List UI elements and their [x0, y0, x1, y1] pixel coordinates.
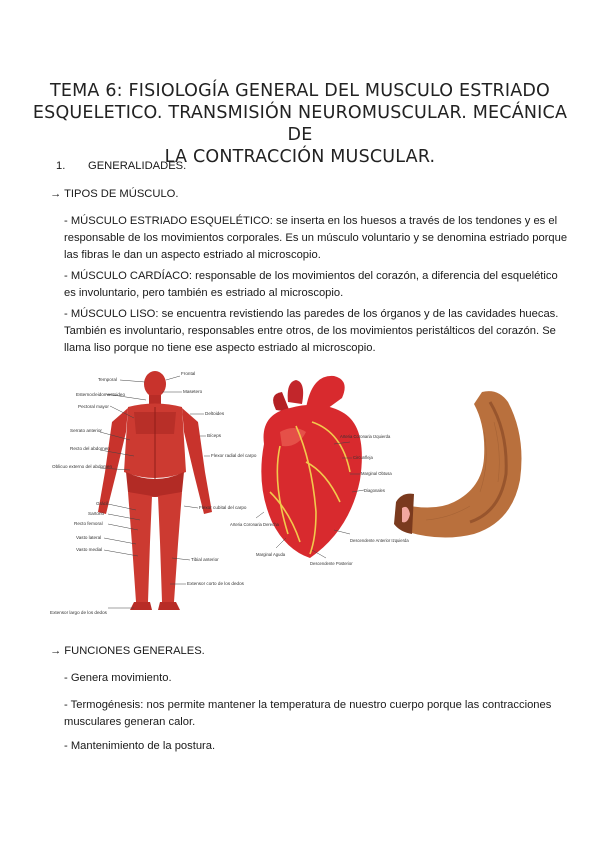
label-oblicuo-externo: Oblicuo externo del abdomen: [52, 464, 113, 469]
label-flexor-cubital: Flexor cubital del carpo: [199, 505, 247, 510]
label-vasto-medial: Vasto medial: [76, 547, 103, 552]
label-marginal-obtusa: Marginal Obtusa: [361, 471, 392, 476]
label-gracil: Grácil: [96, 501, 108, 506]
paragraph-liso: - MÚSCULO LISO: se encuentra revistiendo las paredes de los órganos y de las cavidades huecas. También es involuntario, responsables entre otros, de los movimientos peristálticos del corazón. Se llama liso porque no tiene ese aspecto estriado al microscopio.: [64, 308, 559, 354]
label-descendente-anterior: Descendente Anterior Izquierda: [350, 538, 409, 543]
heart-illustration: [230, 376, 409, 566]
label-pectoral-mayor: Pectoral mayor: [78, 404, 109, 409]
human-muscle-illustration: [50, 371, 257, 615]
label-circunfleja: Circunfleja: [353, 455, 373, 460]
label-serrato-anterior: Serrato anterior: [70, 428, 102, 433]
label-coronaria-izquierda: Arteria Coronaria Izquierda: [340, 434, 391, 439]
label-vasto-lateral: Vasto lateral: [76, 535, 102, 540]
title-line-3: LA CONTRACCIÓN MUSCULAR.: [164, 147, 436, 167]
label-tibial-anterior: Tibial anterior: [191, 557, 219, 562]
section-number: 1.: [56, 160, 66, 172]
label-esternocleidomastoideo: Esternocleidomastoideo: [76, 392, 126, 397]
label-diagonales: Diagonales: [364, 488, 385, 493]
label-extensor-corto: Extensor corto de los dedos: [187, 581, 244, 586]
label-frontal: Frontal: [181, 371, 196, 376]
muscle-types-figure: [50, 362, 570, 622]
label-marginal-aguda: Marginal Aguda: [256, 552, 286, 557]
label-recto-femoral: Recto femoral: [74, 521, 103, 526]
paragraph-esqueletico: - MÚSCULO ESTRIADO ESQUELÉTICO: se inserta en los huesos a través de los tendones y es el responsable de los movimientos corporales. Es un músculo voluntario y se denomina estriado porque las fibras le dan un aspecto estriado al microscopio.: [64, 215, 568, 261]
tipos-heading: → TIPOS DE MÚSCULO.: [50, 188, 179, 200]
label-extensor-largo: Extensor largo de los dedos: [50, 610, 107, 615]
funcion-item-3: - Mantenimiento de la postura.: [64, 740, 216, 752]
label-biceps: Bíceps: [207, 433, 222, 438]
label-sartorio: Sartorio: [88, 511, 105, 516]
funcion-item-1: - Genera movimiento.: [64, 672, 172, 684]
stomach-illustration: [394, 391, 522, 537]
section-heading-generalidades: [56, 158, 186, 175]
title-line-1: TEMA 6: FISIOLOGÍA GENERAL DEL MUSCULO ESTRIADO: [49, 81, 551, 101]
label-coronaria-derecha: Arteria Coronaria Derecha: [230, 522, 279, 527]
label-flexor-radial: Flexor radial del carpo: [211, 453, 257, 458]
funcion-item-2: - Termogénesis: nos permite mantener la temperatura de nuestro cuerpo porque las contracciones musculares generan calor.: [64, 699, 552, 728]
funciones-heading: → FUNCIONES GENERALES.: [50, 645, 205, 657]
label-masetero: Masetero: [183, 389, 203, 394]
paragraph-cardiaco: - MÚSCULO CARDÍACO: responsable de los movimientos del corazón, a diferencia del esquelético es involuntario, pero también es estriado al microscopio.: [64, 270, 558, 299]
section-label: GENERALIDADES.: [88, 160, 187, 172]
title-line-2: ESQUELETICO. TRANSMISIÓN NEUROMUSCULAR. MECÁNICA DE: [32, 103, 568, 145]
label-descendente-posterior: Descendente Posterior: [310, 561, 353, 566]
label-recto-abdomen: Recto del abdomen: [70, 446, 110, 451]
label-temporal: Temporal: [98, 377, 117, 382]
label-deltoides: Deltoides: [205, 411, 225, 416]
page-title: [30, 80, 570, 168]
